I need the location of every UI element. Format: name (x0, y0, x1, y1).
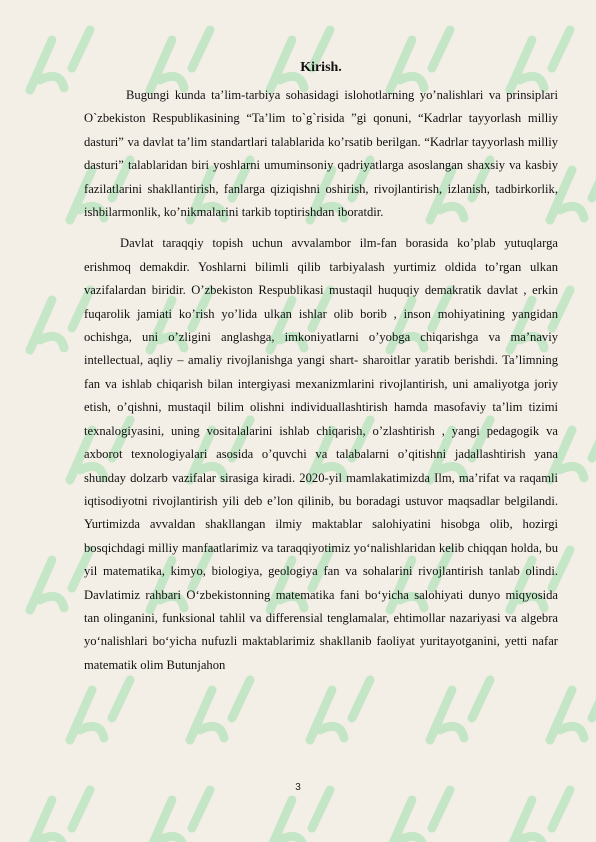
watermark-stroke (30, 290, 90, 350)
page-number: 3 (295, 782, 301, 793)
watermark-stroke (150, 790, 210, 842)
watermark-stroke (190, 680, 250, 740)
watermark-stroke (30, 550, 90, 610)
watermark-stroke (70, 680, 130, 740)
document-page (84, 58, 558, 677)
paragraph-body: Davlat taraqqiy topish uchun avvalambor ilm-fan borasida ko’plab yutuqlarga erishmoq demakdir. Yoshlarni bilimli qilib tarbiyalash yurtimiz oldida to’rgan ulkan vazifalardan biridir. O’zbekiston Respublikasi mustaqil huquqiy demakratik davlat , erkin fuqarolik jamiati ko’rish yo’lida ulkan ishlar olib borib , inson mohiyatining yangidan ochishga, uni o’zligini anglashga, imkoniyatlarni o’yobga chiqarishga va ma’naviy intellectual, aqliy – amaliy rivojlanishga yangi shart- sharoitlar yaratib berishdi. Ta’limning fan va ishlab chiqarish bilan intergiyasi mexanizmlarini rivojlantirish, uni amaliyotga joriy etish, o’qishni, mustaqil bilim olishni individuallashtirish hamda masofaviy ta’lim tizimi texnalogiyasini, uning vositalalarini ishlab chiqarish, o’zlashtirish , yangi pedagogik va axborot texnologiyalari asosida o’quvchi va talabalarni o’qitishni jadallashtirish yana shunday dolzarb vazifalar sirasiga kiradi. 2020-yil mamlakatimizda Ilm, ma’rifat va raqamli iqtisodiyotni rivojlantirish yili deb e’lon qilinib, bu boradagi ustuvor maqsadlar belgilandi. Yurtimizda avvaldan shakllangan ilmiy maktablar salohiyatini hisobga olib, hozirgi bosqichdagi milliy manfaatlarimiz va taraqqiyotimiz yo‘nalishlaridan kelib chiqqan holda, bu yil matematika, kimyo, biologiya, geologiya fan va sohalarini rivojlantirish tanlab olindi. Davlatimiz rahbari O‘zbekistonning matematika fani bo‘yicha salohiyati dunyo miqyosida tan olinganini, funksional tahlil va differensial tenglamalar, ehtimollar nazariyasi va algebra yo‘nalishlari bo‘yicha nufuzli maktablarimiz shakllanib faoliyat yuritayotganini, yetti nafar matematik olim Butunjahon (84, 236, 558, 672)
watermark-stroke (270, 790, 330, 842)
watermark-stroke (550, 680, 596, 740)
watermark-stroke (30, 790, 90, 842)
watermark-stroke (30, 30, 90, 90)
watermark-stroke (310, 680, 370, 740)
watermark-stroke (430, 680, 490, 740)
watermark-stroke (510, 790, 570, 842)
document-title: Kirish. (300, 60, 342, 75)
watermark-stroke (390, 790, 450, 842)
paragraph-intro: Bugungi kunda ta’lim-tarbiya sohasidagi islohotlarning yo’nalishlari va prinsiplari O`zbekiston Respublikasining “Ta’lim to`g`risida ”gi qonuni, “Kadrlar tayyorlash milliy dasturi” va davlat ta’lim standartlari talablarida ko’rsatib berilgan. “Kadrlar tayyorlash milliy dasturi” talablaridan biri yoshlarni umuminsoniy qadriyatlarga asoslangan shaxsiy va kasbiy fazilatlarini shakllantirish, fanlarga qiziqishni oshirish, rivojlantirish, izlanish, tadbirkorlik, ishbilarmonlik, ko’nikmalarini tarkib toptirishdan iboratdir. (84, 88, 558, 220)
